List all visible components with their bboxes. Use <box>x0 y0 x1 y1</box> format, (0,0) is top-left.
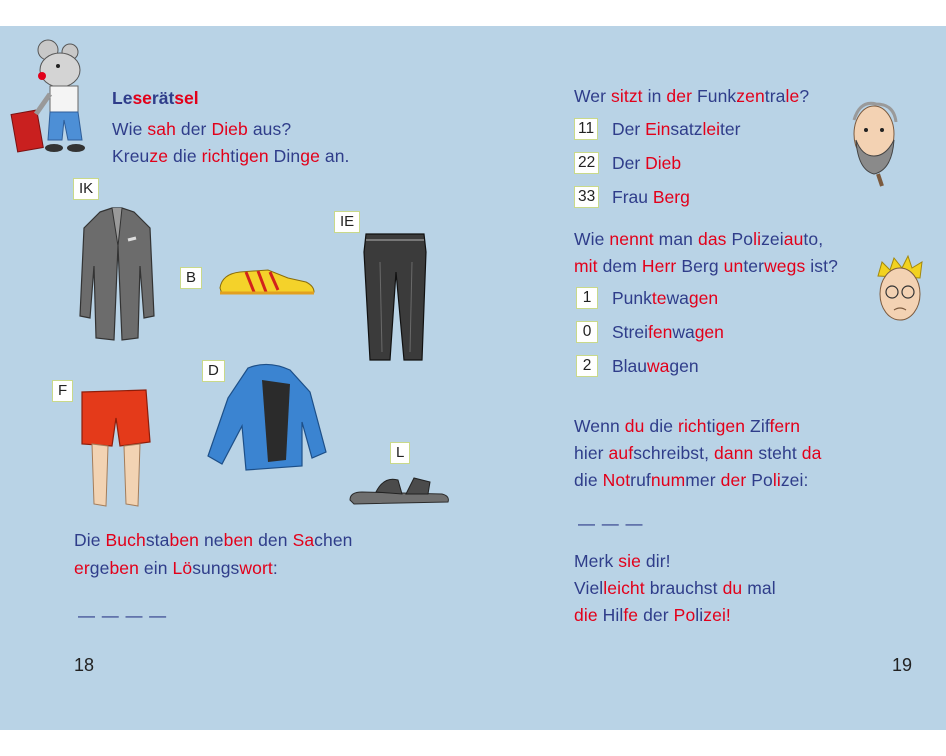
question-1: Wer sitzt in der Funkzentrale? <box>574 86 810 106</box>
jacket-label: IK <box>73 178 99 200</box>
bearded-man-icon <box>846 100 902 186</box>
page-number-left: 18 <box>74 655 95 675</box>
sneaker-icon <box>210 264 335 299</box>
emergency-number-blank[interactable]: — — — <box>578 514 644 533</box>
solution-prompt-line-2: ergeben ein Lösungswort: <box>74 558 278 578</box>
solution-word-blank[interactable]: — — — — <box>78 606 168 625</box>
shorts-label: F <box>52 380 73 402</box>
sandal-label: L <box>390 442 410 464</box>
page-number-right: 19 <box>892 655 913 675</box>
book-spread <box>0 26 946 730</box>
option1-number-1[interactable]: 11 <box>574 118 598 140</box>
option2-text-3: Blauwagen <box>612 356 699 376</box>
jacket-icon <box>78 206 156 346</box>
sweater-label: D <box>202 360 225 382</box>
option2-number-1[interactable]: 1 <box>576 287 598 309</box>
option2-text-2: Streifenwagen <box>612 322 724 342</box>
blond-man-icon <box>872 256 928 326</box>
option2-text-1: Punktewagen <box>612 288 719 308</box>
closing-line-2: Vielleicht brauchst du mal <box>574 578 776 598</box>
option2-number-3[interactable]: 2 <box>576 355 598 377</box>
page-title: Leserätsel <box>112 88 199 108</box>
shorts-icon <box>78 384 152 512</box>
instruction-line-1: Wenn du die richtigen Ziffern <box>574 416 801 436</box>
option1-number-3[interactable]: 33 <box>574 186 599 208</box>
sandal-icon <box>346 472 454 508</box>
mouse-mascot-icon <box>10 40 95 160</box>
option1-text-2: Der Dieb <box>612 153 682 173</box>
closing-line-3: die Hilfe der Polizei! <box>574 605 731 625</box>
instruction-line-2: hier aufschreibst, dann steht da <box>574 443 822 463</box>
solution-prompt-line-1: Die Buchstaben neben den Sachen <box>74 530 353 550</box>
trousers-icon <box>360 232 430 364</box>
question-2-line-1: Wie nennt man das Polizeiauto, <box>574 229 824 249</box>
trousers-label: IE <box>334 211 360 233</box>
instruction-line-3: die Notrufnummer der Polizei: <box>574 470 809 490</box>
intro-line-2: Kreuze die richtigen Dinge an. <box>112 146 350 166</box>
option1-text-1: Der Einsatzleiter <box>612 119 741 139</box>
sweater-icon <box>206 362 330 474</box>
closing-line-1: Merk sie dir! <box>574 551 671 571</box>
intro-line-1: Wie sah der Dieb aus? <box>112 119 292 139</box>
option2-number-2[interactable]: 0 <box>576 321 598 343</box>
question-2-line-2: mit dem Herr Berg unterwegs ist? <box>574 256 838 276</box>
sneaker-label: B <box>180 267 202 289</box>
option1-text-3: Frau Berg <box>612 187 690 207</box>
option1-number-2[interactable]: 22 <box>574 152 599 174</box>
